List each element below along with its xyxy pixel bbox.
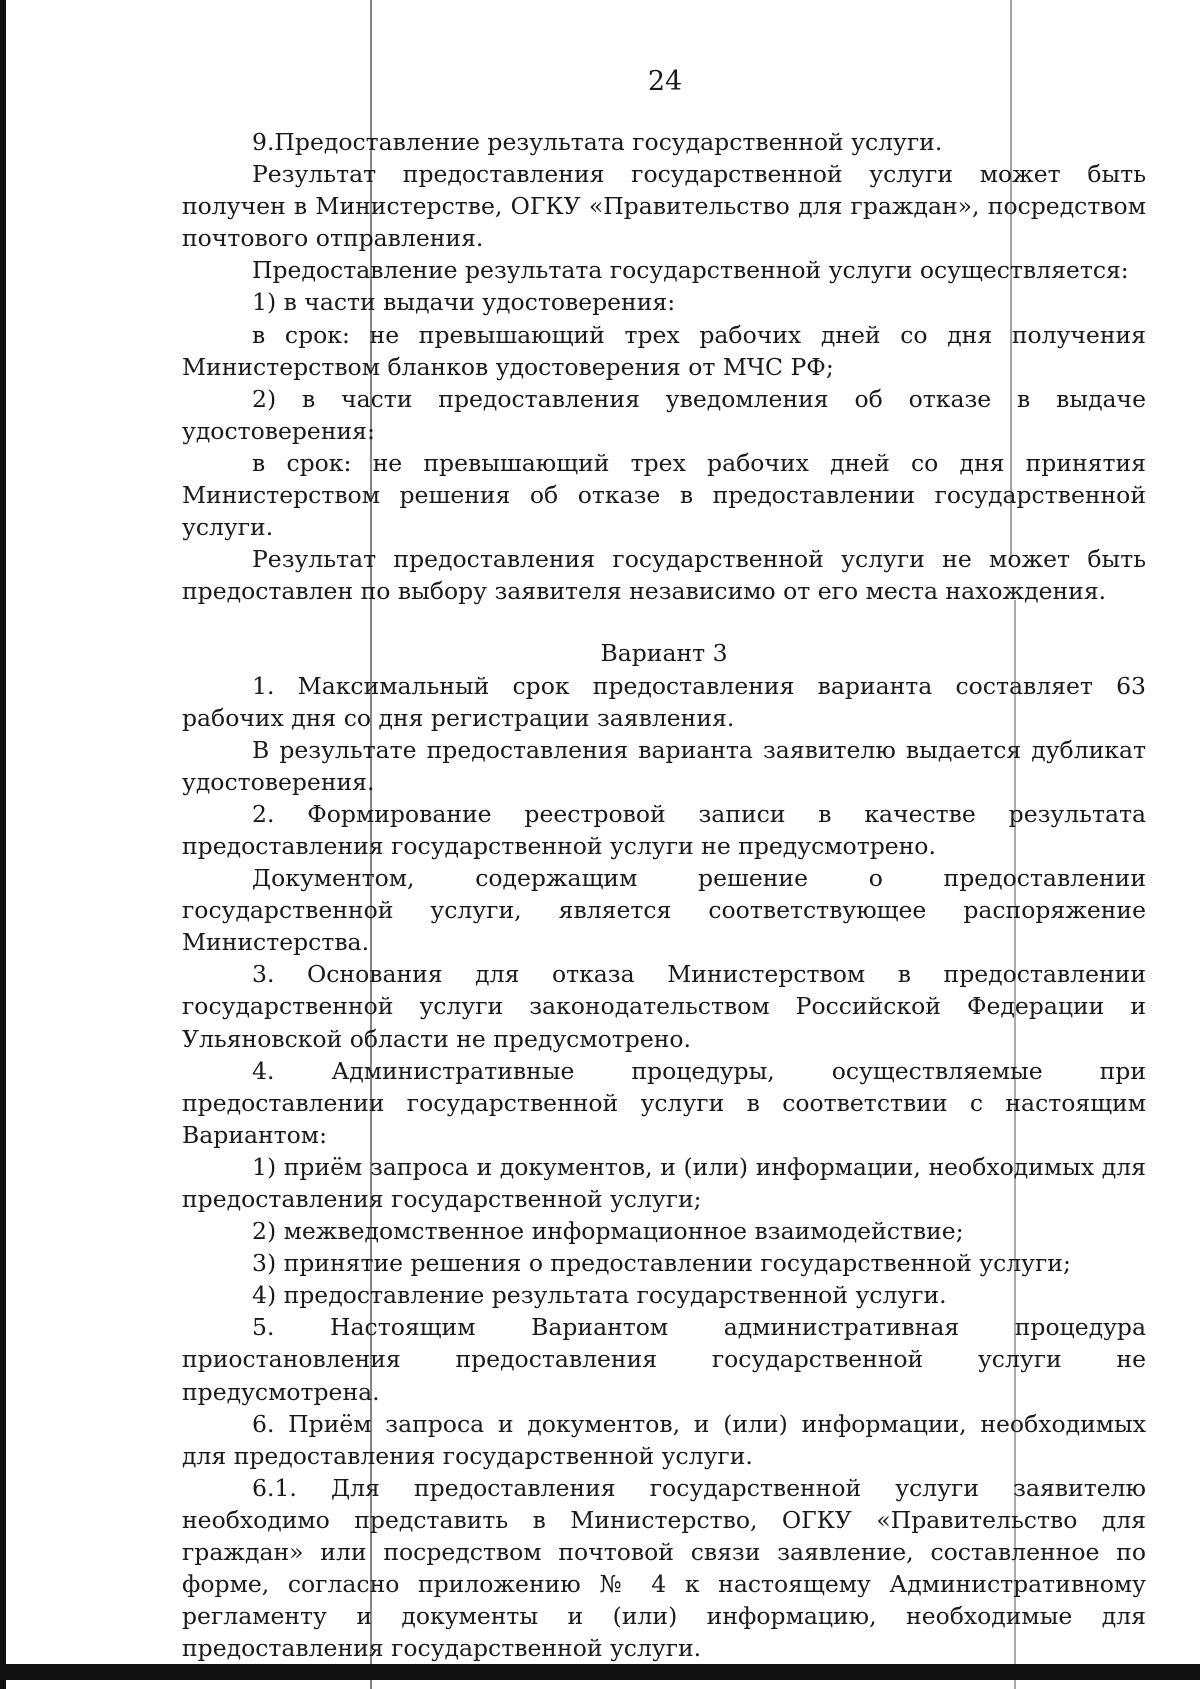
paragraph: Предоставление результата государственной услуги осуществляется: — [252, 256, 1129, 285]
paragraph: 4) предоставление результата государственной услуги. — [252, 1281, 947, 1310]
document-body — [182, 126, 1146, 1664]
paragraph: Результат предоставления государственной услуги может быть получен в Министерстве, ОГКУ «Правительство для граждан», посредством почтового отправления. — [182, 160, 1146, 253]
paragraph: 2. Формирование реестровой записи в качестве результата предоставления государственной услуги не предусмотрено. — [182, 799, 1146, 860]
paragraph: 9.Предоставление результата государственной услуги. — [252, 128, 943, 156]
scan-edge-bottom — [0, 1664, 1200, 1680]
paragraph: 3. Основания для отказа Министерством в предоставлении государственной услуги законодательством Российской Федерации и Ульяновской области не предусмотрено. — [182, 960, 1146, 1053]
paragraph: 2) межведомственное информационное взаимодействие; — [252, 1217, 964, 1246]
paragraph: 2) в части предоставления уведомления об отказе в выдаче удостоверения: — [182, 384, 1146, 445]
paragraph: Результат предоставления государственной услуги не может быть предоставлен по выбору заявителя независимо от его места нахождения. — [182, 545, 1146, 606]
paragraph: в срок: не превышающий трех рабочих дней со дня получения Министерством бланков удостоверения от МЧС РФ; — [182, 320, 1146, 381]
paragraph: 4. Административные процедуры, осуществляемые при предоставлении государственной услуги в соответствии с настоящим Вариантом: — [182, 1056, 1146, 1149]
paragraph: 6.1. Для предоставления государственной услуги заявителю необходимо представить в Министерство, ОГКУ «Правительство для граждан» или посредством почтовой связи заявление, составленное по форме, согласно приложению № 4 к настоящему Административному регламенту и документы и (или) информацию, необходимые для предоставления государственной услуги. — [182, 1473, 1146, 1663]
paragraph: В результате предоставления варианта заявителю выдается дубликат удостоверения. — [182, 735, 1146, 796]
paragraph: 1. Максимальный срок предоставления варианта составляет 63 рабочих дня со дня регистрации заявления. — [182, 671, 1146, 732]
paragraph: 3) принятие решения о предоставлении государственной услуги; — [252, 1249, 1071, 1278]
paragraph: 6. Приём запроса и документов, и (или) информации, необходимых для предоставления государственной услуги. — [182, 1409, 1146, 1470]
scan-edge-left — [0, 0, 6, 1689]
paragraph: в срок: не превышающий трех рабочих дней со дня принятия Министерством решения об отказе в предоставлении государственной услуги. — [182, 448, 1146, 542]
paragraph: 5. Настоящим Вариантом административная процедура приостановления предоставления государственной услуги не предусмотрена. — [182, 1313, 1146, 1406]
paragraph: 1) приём запроса и документов, и (или) информации, необходимых для предоставления государственной услуги; — [182, 1152, 1146, 1213]
page-number: 24 — [647, 66, 683, 97]
section-heading: Вариант 3 — [600, 639, 728, 668]
paragraph: Документом, содержащим решение о предоставлении государственной услуги, является соответствующее распоряжение Министерства. — [182, 864, 1146, 957]
paragraph: 1) в части выдачи удостоверения: — [252, 288, 676, 317]
